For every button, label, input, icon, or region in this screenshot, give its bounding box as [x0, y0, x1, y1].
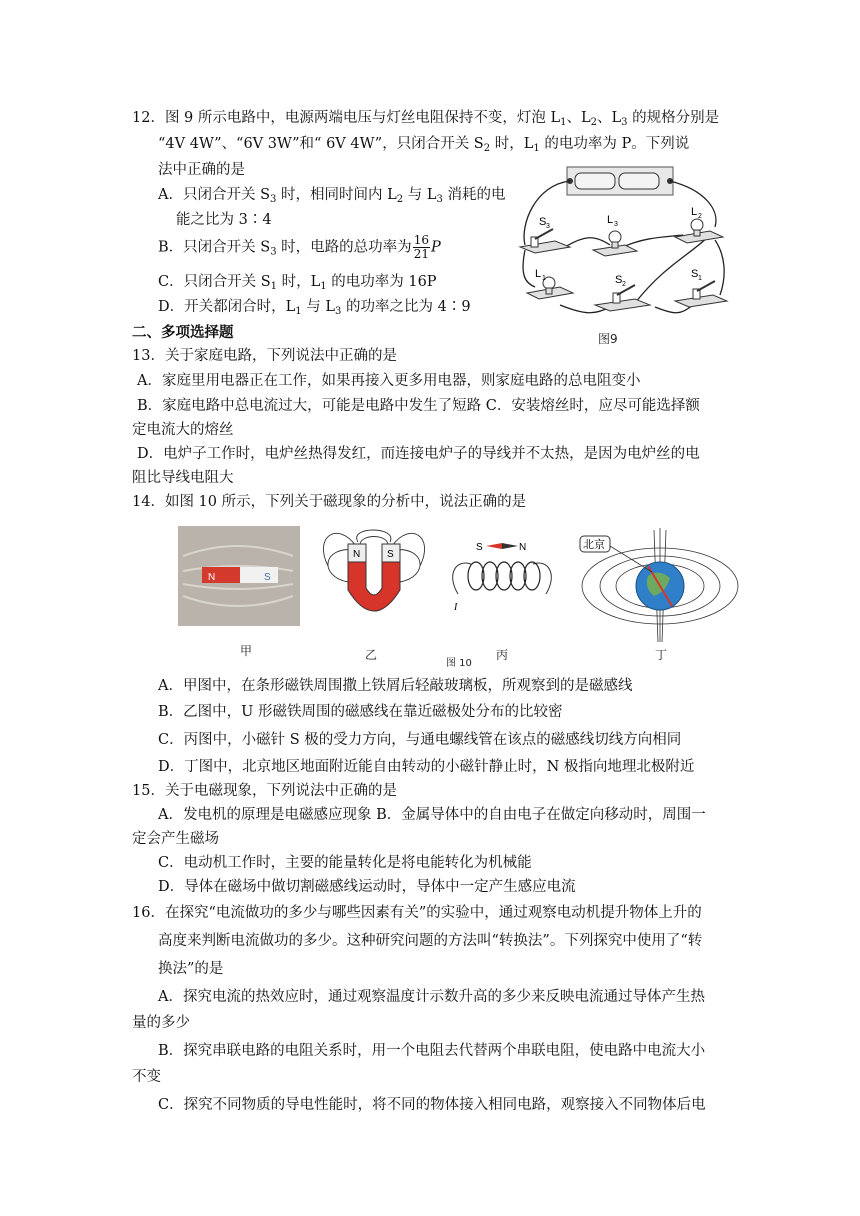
u-magnet-n: N [353, 549, 361, 560]
figure-bing-solenoid [446, 534, 558, 614]
figure-ding-earth-field [578, 526, 742, 644]
circuit-figure-9 [515, 165, 733, 345]
q12-option-d: D．开关都闭合时，$L_1$ 与 $L_3$ 的功率之比为 4∶9 [158, 299, 471, 317]
section-title-multiple-choice: 二、多项选择题 [132, 325, 234, 341]
figure-jia-bar-magnet [178, 526, 300, 626]
svg-text:1: 1 [542, 275, 546, 282]
fraction-16-21: $\frac{16}{21}$ [413, 233, 429, 261]
figure-yi-u-magnet [318, 526, 430, 632]
current-label: I [454, 602, 458, 613]
q15-option-ab-line2: 定会产生磁场 [132, 831, 219, 847]
u-magnet-s: S [387, 549, 394, 560]
q13-option-bc-line1: B．家庭电路中总电流过大，可能是电路中发生了短路 C．安装熔丝时，应尽可能选择额 [137, 398, 700, 414]
label-s1: S [691, 268, 699, 280]
q14-stem: 14．如图 10 所示，下列关于磁现象的分析中，说法正确的是 [132, 494, 527, 510]
q13-option-bc-line2: 定电流大的熔丝 [132, 422, 234, 438]
q14-option-b: B．乙图中，U 形磁铁周围的磁感线在靠近磁极处分布的比较密 [158, 704, 563, 720]
q12-option-c: C．只闭合开关 $S_1$ 时，$L_1$ 的电功率为 16P [158, 274, 437, 292]
label-l3: L [607, 214, 614, 226]
q12-line1: 12．图 9 所示电路中，电源两端电压与灯丝电阻保持不变，灯泡 $L_1$、$L_2$、$L_3$ 的规格分别是 [132, 110, 720, 128]
figure-10-caption: 图 10 [446, 658, 472, 669]
q15-option-c: C．电动机工作时，主要的能量转化是将电能转化为机械能 [158, 855, 532, 871]
q12-line3: 法中正确的是 [158, 162, 245, 178]
bar-magnet-s: S [264, 572, 271, 583]
caption-ding: 丁 [655, 648, 668, 662]
q15-option-ab-line1: A．发电机的原理是电磁感应现象 B．金属导体中的自由电子在做定向移动时，周围一 [158, 807, 706, 823]
q16-option-c-line1: C．探究不同物质的导电性能时，将不同的物体接入相同电路，观察接入不同物体后电 [158, 1097, 706, 1113]
figure-9-caption: 图9 [598, 332, 618, 346]
q16-option-a-line2: 量的多少 [132, 1015, 190, 1031]
q13-option-d-line1: D．电炉子工作时，电炉丝热得发红，而连接电炉子的导线并不太热，是因为电炉丝的电 [137, 446, 700, 462]
q16-stem-line2: 高度来判断电流做功的多少。这种研究问题的方法叫“转换法”。下列探究中使用了“转 [158, 933, 703, 949]
q14-option-c: C．丙图中，小磁针 S 极的受力方向，与通电螺线管在该点的磁感线切线方向相同 [158, 732, 682, 748]
svg-text:1: 1 [698, 275, 702, 282]
q12-option-a-line2: 能之比为 3∶4 [176, 212, 272, 228]
q16-stem-line3: 换法”的是 [158, 961, 224, 977]
svg-text:3: 3 [546, 223, 550, 230]
q13-option-d-line2: 阻比导线电阻大 [132, 470, 234, 486]
q13-stem: 13．关于家庭电路，下列说法中正确的是 [132, 348, 397, 364]
q12-option-b: B．只闭合开关 $S_3$ 时，电路的总功率为 $\frac{16}{21}$ P [158, 233, 441, 261]
caption-jia: 甲 [240, 644, 253, 658]
q12-line2: “4V 4W”、“6V 3W”和“ 6V 4W”，只闭合开关 $S_2$ 时，$L_1$ 的电功率为 P。下列说 [158, 136, 690, 154]
needle-s: S [476, 542, 483, 553]
q12-option-a-line1: A．只闭合开关 $S_3$ 时，相同时间内 $L_2$ 与 $L_3$ 消耗的电 [158, 187, 506, 205]
label-l1: L [535, 268, 542, 280]
caption-yi: 乙 [365, 648, 378, 662]
q14-option-d: D．丁图中，北京地区地面附近能自由转动的小磁针静止时，N 极指向地理北极附近 [158, 759, 695, 775]
label-s2: S [615, 274, 623, 286]
q16-option-a-line1: A．探究电流的热效应时，通过观察温度计示数升高的多少来反映电流通过导体产生热 [158, 989, 705, 1005]
q15-option-d: D．导体在磁场中做切割磁感线运动时，导体中一定产生感应电流 [158, 879, 576, 895]
bar-magnet-n: N [208, 572, 216, 583]
svg-text:2: 2 [698, 213, 702, 220]
label-l2: L [691, 206, 698, 218]
q16-option-b-line2: 不变 [132, 1069, 161, 1085]
caption-bing: 丙 [496, 648, 509, 662]
q15-stem: 15．关于电磁现象，下列说法中正确的是 [132, 783, 397, 799]
svg-text:2: 2 [622, 281, 626, 288]
q14-option-a: A．甲图中，在条形磁铁周围撒上铁屑后轻敲玻璃板，所观察到的是磁感线 [158, 678, 633, 694]
needle-n: N [519, 542, 527, 553]
label-s3: S [539, 216, 547, 228]
q16-stem-line1: 16．在探究“电流做功的多少与哪些因素有关”的实验中，通过观察电动机提升物体上升的 [132, 905, 702, 921]
q13-option-a: A．家庭里用电器正在工作，如果再接入更多用电器，则家庭电路的总电阻变小 [137, 373, 641, 389]
q16-option-b-line1: B．探究串联电路的电阻关系时，用一个电阻去代替两个串联电阻，使电路中电流大小 [158, 1043, 706, 1059]
svg-text:3: 3 [614, 221, 618, 228]
beijing-label: 北京 [583, 538, 605, 551]
